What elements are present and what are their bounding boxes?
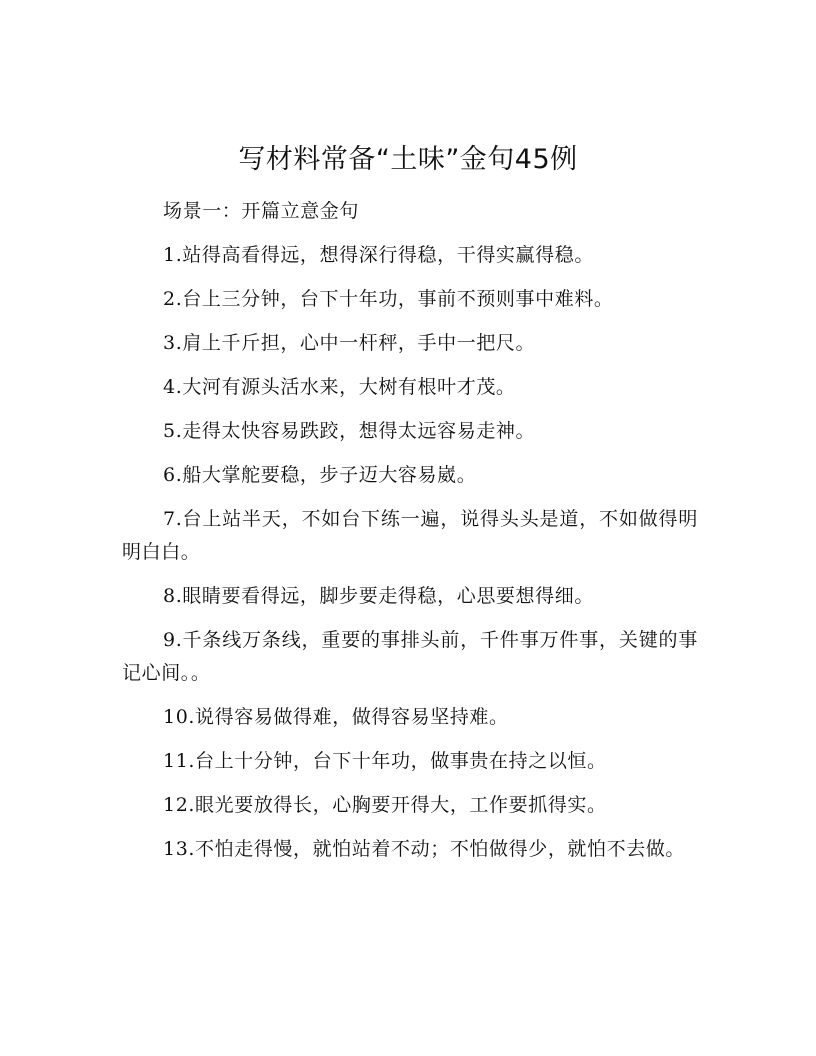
document-body: [122, 195, 698, 877]
document-title: 写材料常备“土味”金句45例: [238, 144, 578, 175]
list-item: 1.站得高看得远，想得深行得稳，干得实赢得稳。: [163, 244, 594, 266]
list-item: 8.眼睛要看得远，脚步要走得稳，心思要想得细。: [163, 585, 594, 607]
list-item: 9.千条线万条线，重要的事排头前，千件事万件事，关键的事记心间。。: [122, 629, 698, 684]
list-item: 7.台上站半天，不如台下练一遍，说得头头是道，不如做得明明白白。: [122, 508, 698, 563]
list-item: 2.台上三分钟，台下十年功，事前不预则事中难料。: [163, 288, 614, 310]
list-item: 10.说得容易做得难，做得容易坚持难。: [163, 706, 509, 728]
list-item: 13.不怕走得慢，就怕站着不动；不怕做得少，就怕不去做。: [163, 838, 686, 860]
list-item: 12.眼光要放得长，心胸要开得大，工作要抓得实。: [163, 794, 607, 816]
section-heading: 场景一：开篇立意金句: [163, 200, 360, 222]
list-item: 4.大河有源头活水来，大树有根叶才茂。: [163, 376, 516, 398]
list-item: 6.船大掌舵要稳，步子迈大容易崴。: [163, 464, 477, 486]
list-item: 5.走得太快容易跌跤，想得太远容易走神。: [163, 420, 536, 442]
list-item: 11.台上十分钟，台下十年功，做事贵在持之以恒。: [163, 750, 607, 772]
list-item: 3.肩上千斤担，心中一杆秤，手中一把尺。: [163, 332, 536, 354]
